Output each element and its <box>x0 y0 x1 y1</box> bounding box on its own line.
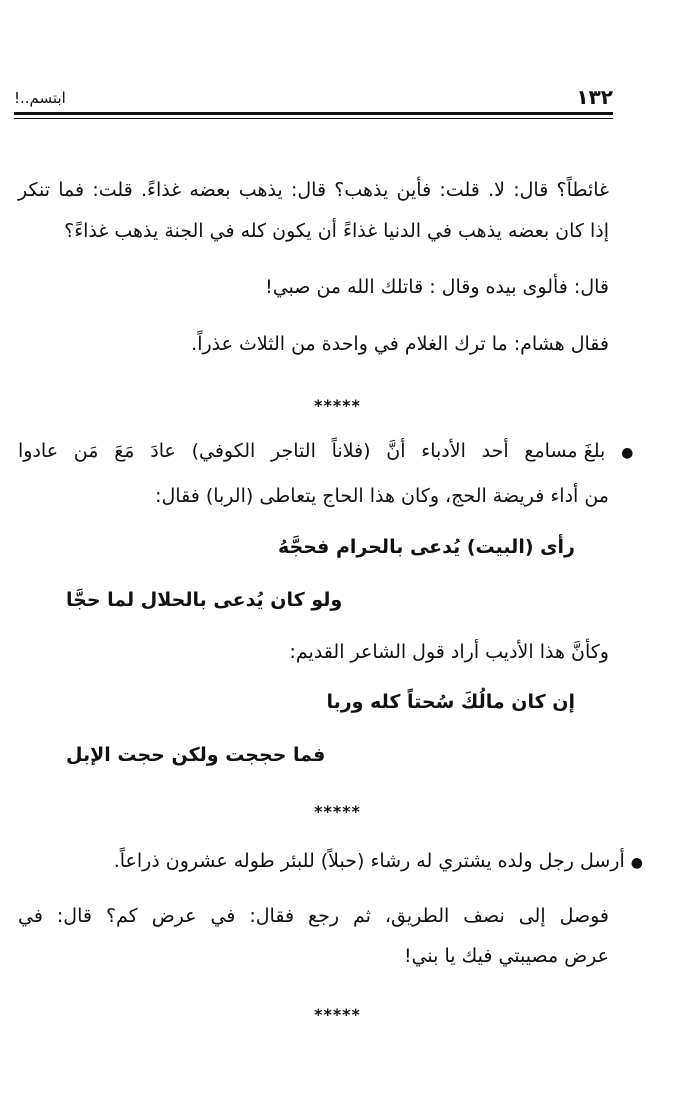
paragraph-line <box>18 846 643 878</box>
paragraph-line: من أداء فريضة الحج، وكان هذا الحاج يتعاطى (الربا) فقال: <box>155 485 609 507</box>
section-separator: ***** <box>314 802 361 821</box>
bullet-icon: ● <box>621 445 644 461</box>
verse-line: فما حججت ولكن حجت الإبل <box>66 744 326 766</box>
section-separator: ***** <box>314 1005 361 1024</box>
paragraph-line: فوصل إلى نصف الطريق، ثم رجع فقال: في عرض كم؟ قال: في <box>18 905 609 927</box>
running-header <box>14 86 613 108</box>
book-title: ابتسم..! <box>14 89 66 107</box>
bullet-icon: ● <box>630 855 643 871</box>
paragraph-text: أرسل رجل ولده يشتري له رشاء (حبلاً) للبئر طوله عشرون ذراعاً. <box>113 850 625 872</box>
paragraph-line <box>18 436 643 468</box>
header-rule-thick <box>14 112 613 115</box>
verse-line: رأى (البيت) يُدعى بالحرام فحجَّهُ <box>278 536 575 558</box>
paragraph-line: فقال هشام: ما ترك الغلام في واحدة من الثلاث عذراً. <box>191 333 609 355</box>
paragraph-line: وكأنَّ هذا الأديب أراد قول الشاعر القديم: <box>289 641 609 663</box>
paragraph-line: إذا كان بعضه يذهب في الدنيا غذاءً أن يكون كله في الجنة يذهب غذاءً؟ <box>64 220 609 242</box>
verse-line: ولو كان يُدعى بالحلال لما حجَّا <box>66 589 343 611</box>
paragraph-line: قال: فألوى بيده وقال : قاتلك الله من صبي! <box>265 276 609 298</box>
paragraph-line: عرض مصيبتي فيك يا بني! <box>403 945 609 967</box>
page-number: ١٣٢ <box>576 85 613 109</box>
paragraph-line: غائطاً؟ قال: لا. قلت: فأين يذهب؟ قال: يذهب بعضه غذاءً. قلت: فما تنكر <box>18 179 609 201</box>
paragraph-text: بلغَ مسامع أحد الأدباء أنَّ (فلاناً التاجر الكوفي) عادَ مَعَ مَن عادوا <box>18 440 606 462</box>
section-separator: ***** <box>314 396 361 415</box>
header-rule-thin <box>14 118 613 119</box>
verse-line: إن كان مالُكَ سُحتاً كله وربا <box>326 691 575 713</box>
